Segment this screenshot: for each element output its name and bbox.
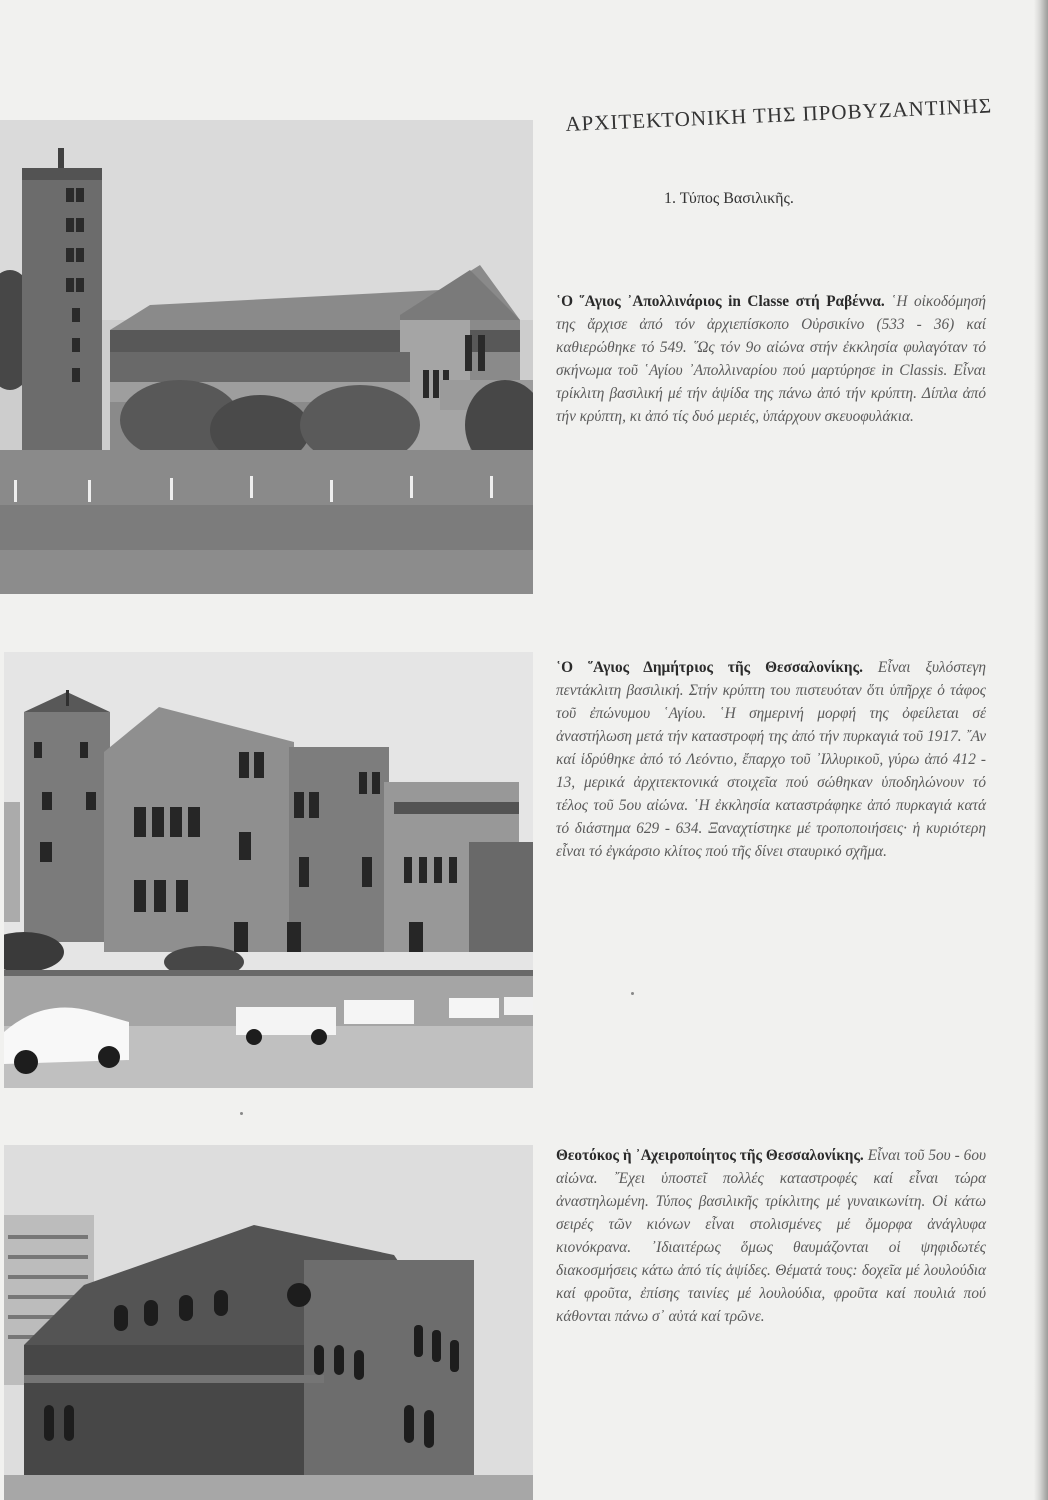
caption-body: Εἶναι ξυλόστεγη πεντάκλιτη βασιλική. Στήν κρύπτη του πιστευόταν ὅτι ὑπῆρχε ὁ τάφος τοῦ ἐπώνυμου ῾Αγίου. ῾Η σημερινή μορφή της ὀφείλεται σέ ἀναστήλωση μετά τήν καταστροφή της ἀπό τήν πυρκαγιά τοῦ 1917. ῎Αν καί ἱδρύθηκε ἀπό τό Λεόντιο, ἔπαρχο τοῦ ᾿Ιλλυρικοῦ, γύρω ἀπό 412 - 13, μερικά ἀρχιτεκτονικά στοιχεῖα πού σώθηκαν ὑποδηλώνουν τό τέλος τοῦ 5ου αἰώνα. ῾Η ἐκκλησία καταστράφηκε ἀπό πυρκαγιά κατά τό διάστημα 629 - 634. Ξαναχτίστηκε μέ τροποποιήσεις· ἡ κυριότερη εἶναι τό ἐγκάρσιο κλίτος πού τῆς δίνει σταυρικό σχῆμα.	[556, 659, 986, 860]
caption-sant-apollinare	[556, 290, 986, 428]
photo-hagios-demetrios	[4, 652, 533, 1088]
section-title: 1. Τύπος Βασιλικῆς.	[664, 190, 794, 207]
caption-acheiropoietos	[556, 1144, 986, 1328]
photo-acheiropoietos	[4, 1145, 533, 1500]
caption-lead: Θεοτόκος ἡ ᾿Αχειροποίητος τῆς Θεσσαλονίκης.	[556, 1147, 868, 1164]
running-header: ΑΡΧΙΤΕΚΤΟΝΙΚΗ ΤΗΣ ΠΡΟΒΥΖΑΝΤΙΝΗΣ	[564, 93, 993, 137]
caption-hagios-demetrios	[556, 656, 986, 863]
caption-body: Εἶναι τοῦ 5ου - 6ου αἰώνα. ῎Εχει ὑποστεῖ πολλές καταστροφές καί εἶναι τώρα ἀναστηλωμένη. Τύπος βασιλικῆς τρίκλιτης μέ γυναικωνίτη. Οἱ κάτω σειρές τῶν κιόνων εἶναι στολισμένες μέ ὄμορφα ἀνάγλυφα κιονόκρανα. ᾿Ιδιαιτέρως ὅμως θαυμάζονται οἱ ψηφιδωτές διακοσμήσεις κάτω ἀπό τίς ἁψίδες. Θέματά τους: δοχεῖα μέ λουλούδια καί φροῦτα, ἐπίσης ταινίες μέ λουλούδια, φροῦτα καί πουλιά πού κάθονται πάνω σ᾿ αὐτά καί τρῶνε.	[556, 1147, 987, 1325]
page-edge-shadow	[1034, 0, 1048, 1500]
caption-body: ῾Η οἰκοδόμησή της ἄρχισε ἀπό τόν ἀρχιεπίσκοπο Οὐρσικίνο (533 - 36) καί καθιερώθηκε τό 549. ῞Ως τόν 9ο αἰώνα στήν ἐκκλησία φυλαγόταν τό σκήνωμα τοῦ ῾Αγίου ᾿Απολλιναρίου πού μαρτύρησε in Classis. Εἶναι τρίκλιτη βασιλική μέ τήν ἁψίδα της πάνω ἀπό τήν κρύπτη. Δίπλα ἀπό τήν κρύπτη, κι ἀπό τίς δυό μεριές, ὑπάρχουν σκευοφυλάκια.	[556, 293, 986, 425]
print-speck	[240, 1112, 243, 1115]
photo-sant-apollinare	[0, 120, 533, 594]
caption-lead: ῾Ο ῞Αγιος ᾿Απολλινάριος in Classe στή Ραβέννα.	[556, 293, 892, 310]
print-speck	[631, 992, 634, 995]
caption-lead: ῾Ο ῞Αγιος Δημήτριος τῆς Θεσσαλονίκης.	[556, 659, 878, 676]
